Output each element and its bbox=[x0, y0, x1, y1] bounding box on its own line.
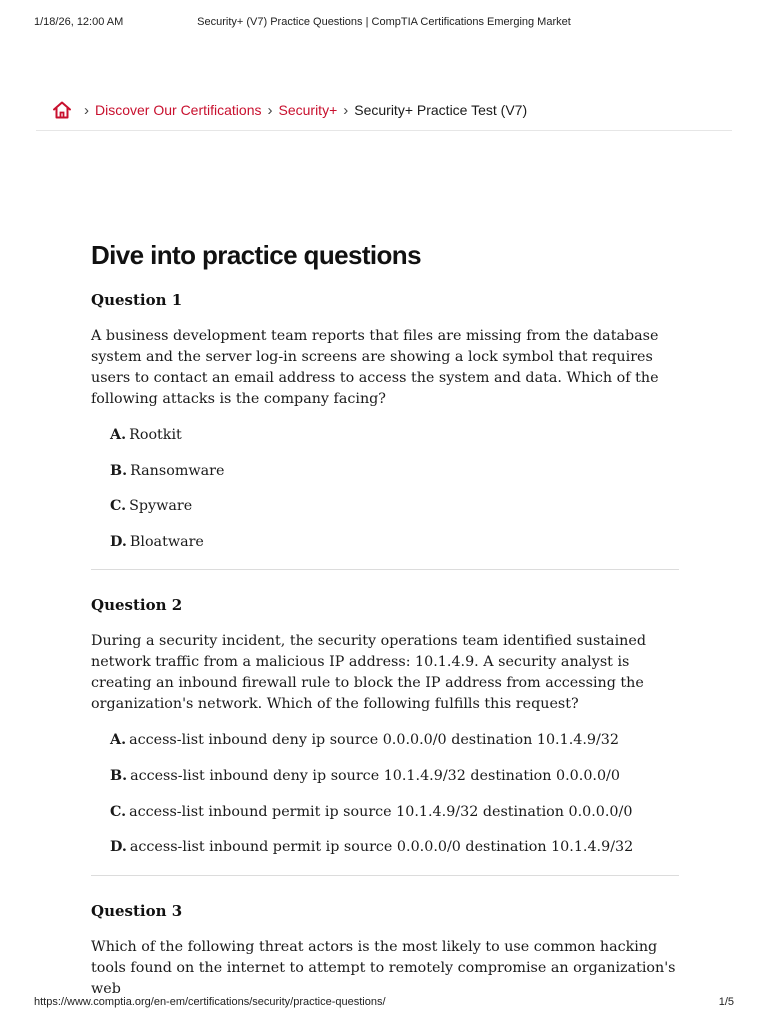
question-label: Question 1 bbox=[91, 291, 183, 309]
answer-option: C. access-list inbound permit ip source 10.1.4.9/32 destination 0.0.0.0/0 bbox=[110, 803, 633, 820]
chevron-right-icon: › bbox=[343, 101, 349, 119]
question-divider bbox=[91, 569, 679, 570]
question-text: A business development team reports that files are missing from the database system and the server log-in screens are showing a lock symbol that requires users to contact an email address to access the system and data. Which of the following attacks is the company facing? bbox=[91, 328, 659, 407]
answer-option: D. Bloatware bbox=[110, 533, 204, 550]
breadcrumb-link-certifications[interactable]: Discover Our Certifications bbox=[95, 102, 262, 118]
divider bbox=[36, 130, 732, 131]
question-divider bbox=[91, 875, 679, 876]
breadcrumb-current: Security+ Practice Test (V7) bbox=[354, 102, 528, 118]
print-footer bbox=[34, 996, 734, 1008]
question-text: Which of the following threat actors is the most likely to use common hacking tools found on the internet to attempt to remotely compromise an organization's web bbox=[91, 938, 676, 997]
answer-option: B. Ransomware bbox=[110, 462, 225, 479]
page-url: https://www.comptia.org/en-em/certifications/security/practice-questions/ bbox=[34, 996, 386, 1008]
answer-option: D. access-list inbound permit ip source 0.0.0.0/0 destination 10.1.4.9/32 bbox=[110, 839, 634, 856]
question-text: During a security incident, the security operations team identified sustained network traffic from a malicious IP address: 10.1.4.9. A security analyst is creating an inbound firewall rule to block the IP address from accessing the organization's network. Which of the following fulfills this request? bbox=[91, 633, 646, 713]
answer-option: A. access-list inbound deny ip source 0.0.0.0/0 destination 10.1.4.9/32 bbox=[110, 732, 619, 749]
question-label: Question 3 bbox=[91, 901, 183, 920]
question-3 bbox=[91, 902, 679, 1000]
breadcrumb bbox=[52, 100, 527, 120]
print-document-title: Security+ (V7) Practice Questions | CompTIA Certifications Emerging Market bbox=[197, 16, 571, 28]
question-1 bbox=[91, 291, 679, 567]
print-date: 1/18/26, 12:00 AM bbox=[34, 16, 124, 28]
answer-options bbox=[91, 730, 679, 872]
answer-option: C. Spyware bbox=[110, 498, 193, 515]
home-icon[interactable] bbox=[52, 100, 72, 120]
answer-options bbox=[91, 425, 679, 567]
main-content bbox=[91, 240, 679, 1000]
question-label: Question 2 bbox=[91, 596, 183, 615]
page-title: Dive into practice questions bbox=[91, 240, 421, 270]
page-number: 1/5 bbox=[718, 996, 734, 1008]
answer-option: B. access-list inbound deny ip source 10.1.4.9/32 destination 0.0.0.0/0 bbox=[110, 767, 620, 784]
breadcrumb-link-security-plus[interactable]: Security+ bbox=[278, 102, 338, 118]
question-2 bbox=[91, 596, 679, 872]
chevron-right-icon: › bbox=[267, 101, 273, 119]
answer-option: A. Rootkit bbox=[110, 427, 182, 443]
chevron-right-icon: › bbox=[84, 101, 89, 119]
